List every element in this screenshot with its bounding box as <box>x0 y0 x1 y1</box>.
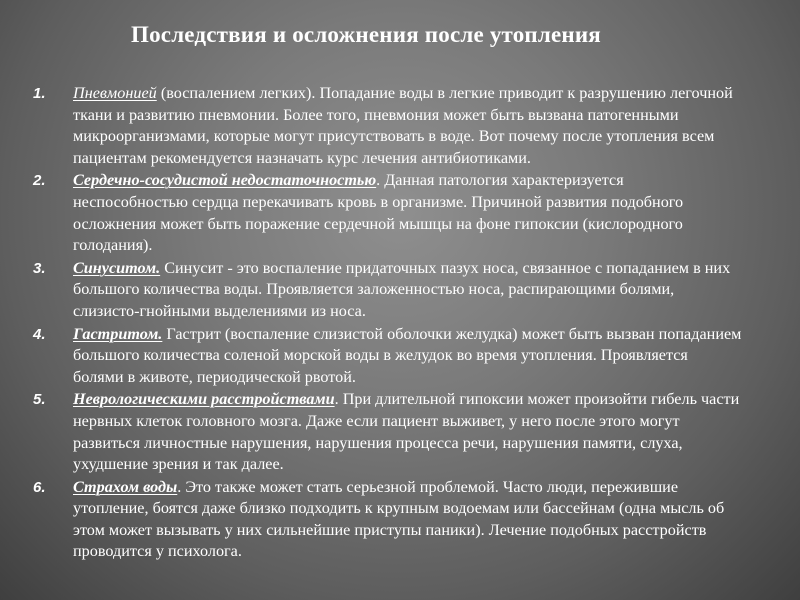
list-item-number: 3. <box>33 259 46 277</box>
list-item-text: Синусит - это воспаление придаточных пазух носа, связанное с попаданием в них большого количества воды. Проявляется заложенностью носа, распирающими болями, слизисто-гнойными выделениями из носа. <box>73 258 731 320</box>
list-item-text: . При длительной гипоксии может произойти гибель части нервных клеток головного мозга. Даже если пациент выживет, у него после этого могут развиться личностные нарушения, нарушения процесса речи, нарушения памяти, слуха, ухудшение зрения и так далее. <box>73 390 740 474</box>
list-item-number: 2. <box>33 172 46 190</box>
list-item <box>0 324 800 389</box>
list-item-term: Гастритом. <box>73 324 163 343</box>
list-item <box>0 83 800 169</box>
list-item-term: Пневмонией <box>73 84 157 102</box>
list-item <box>0 170 800 256</box>
list-item-text: . Данная патология характеризуется неспособностью сердца перекачивать кровь в организме. Причиной развития подобного осложнения может быть поражение сердечной мышцы на фоне гипоксии (кислородного голодания). <box>73 171 684 255</box>
slide-title: Последствия и осложнения после утопления <box>131 22 601 47</box>
list-item-number: 5. <box>33 391 46 409</box>
list-item-number: 6. <box>33 478 46 496</box>
list-item-term: Сердечно-сосудистой недостаточностью <box>73 171 377 190</box>
list-item <box>0 389 800 475</box>
list-item <box>0 258 800 323</box>
list-item-term: Неврологическими расстройствами <box>73 390 335 409</box>
list-item <box>0 477 800 563</box>
list-item-text: (воспалением легких). Попадание воды в легкие приводит к разрушению легочной ткани и развитию пневмонии. Более того, пневмония может быть вызвана патогенными микроорганизмами, которые могут присутствовать в воде. Вот почему после утопления всем пациентам рекомендуется назначать курс лечения антибиотиками. <box>73 84 733 167</box>
list-item-term: Страхом воды <box>73 477 178 496</box>
list-item-number: 1. <box>33 85 46 102</box>
list-item-term: Синуситом. <box>73 258 161 277</box>
complications-list <box>0 83 800 564</box>
list-item-number: 4. <box>33 325 46 343</box>
list-item-text: Гастрит (воспаление слизистой оболочки желудка) может быть вызван попаданием большого количества соленой морской воды в желудок во время утопления. Проявляется болями в животе, периодической рвотой. <box>73 324 742 386</box>
list-item-text: . Это также может стать серьезной проблемой. Часто люди, пережившие утопление, боятся даже близко подходить к крупным водоемам или бассейнам (одна мысль об этом может вызывать у них сильнейшие приступы паники). Лечение подобных расстройств проводится у психолога. <box>73 477 725 561</box>
